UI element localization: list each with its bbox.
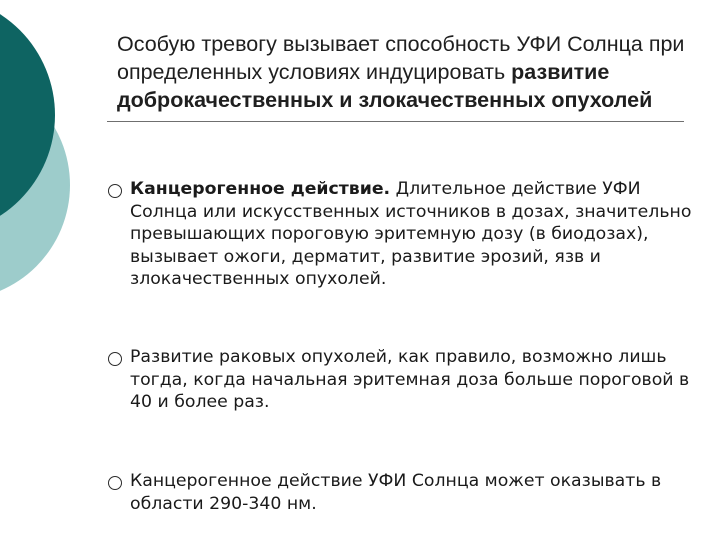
- list-item: [130, 346, 700, 414]
- list-item: [130, 178, 700, 291]
- bullet-icon: [108, 184, 122, 198]
- list-item: [130, 470, 700, 515]
- title-plain-text: Особую тревогу вызывает способность УФИ Солнца при определенных условиях индуцировать: [117, 32, 685, 84]
- bullet-icon: [108, 352, 122, 366]
- title-bold-text: развитие доброкачественных и злокачественных опухолей: [117, 60, 653, 112]
- bullet-icon: [108, 476, 122, 490]
- item-lead: Канцерогенное действие.: [130, 179, 391, 199]
- decorative-circles: [0, 0, 120, 300]
- slide-title: [117, 30, 697, 114]
- item-text: Длительное действие УФИ Солнца или искусственных источников в дозах, значительно превышающих пороговую эритемную дозу (в биодозах), вызывает ожоги, дерматит, развитие эрозий, язв и злокачественных опухолей.: [130, 179, 692, 289]
- item-text: Канцерогенное действие УФИ Солнца может оказывать в области 290-340 нм.: [130, 471, 662, 514]
- item-text: Развитие раковых опухолей, как правило, возможно лишь тогда, когда начальная эритемная доза больше пороговой в 40 и более раз.: [130, 347, 690, 412]
- title-divider: [107, 121, 684, 122]
